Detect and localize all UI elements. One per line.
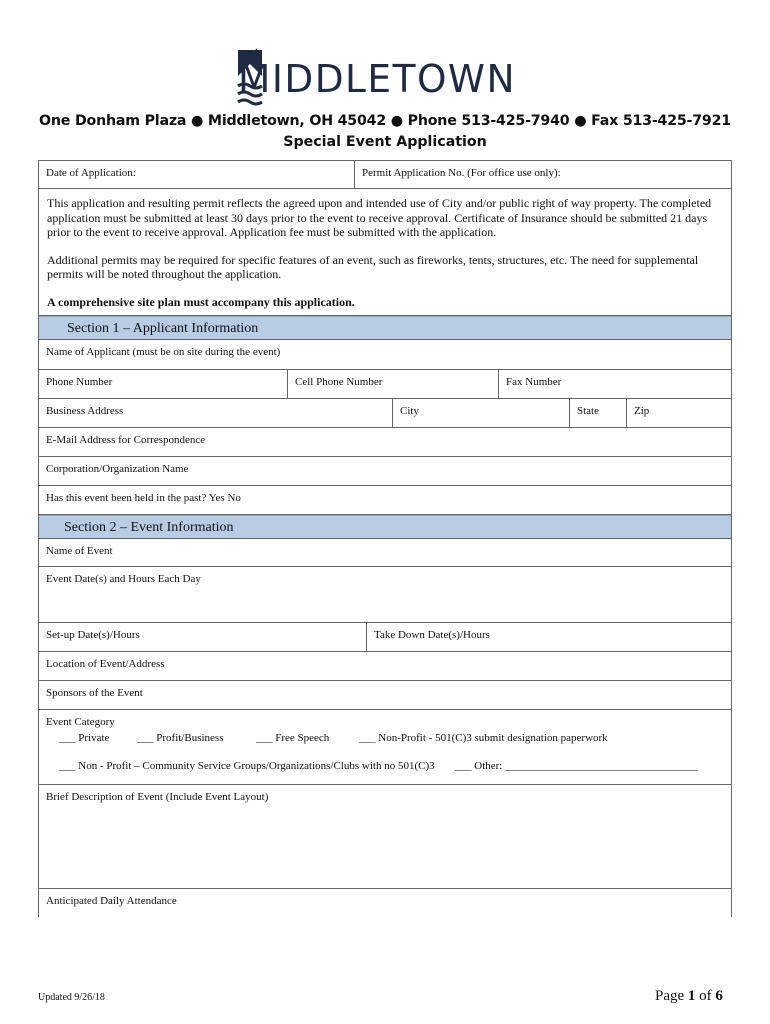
form-title: Special Event Application — [283, 134, 487, 150]
category-label: Event Category — [46, 716, 115, 728]
category-field — [39, 710, 731, 784]
intro-paragraph-3: A comprehensive site plan must accompany this application. — [47, 294, 355, 309]
description-field[interactable] — [39, 785, 731, 888]
email-label: E-Mail Address for Correspondence — [46, 434, 206, 446]
intro-text — [39, 189, 731, 316]
takedown-label: Take Down Date(s)/Hours — [374, 629, 490, 641]
description-row — [39, 785, 731, 889]
event-dates-field[interactable] — [39, 567, 731, 622]
fax-field[interactable] — [499, 370, 731, 398]
cell-phone-field[interactable] — [288, 370, 499, 398]
event-name-row — [39, 539, 731, 567]
address-row — [39, 399, 731, 428]
applicant-name-row — [39, 340, 731, 370]
address-line: One Donham Plaza ● Middletown, OH 45042 ● Phone 513-425-7940 ● Fax 513-425-7921 — [39, 113, 731, 129]
page-total: 6 — [715, 988, 723, 1004]
top-row — [39, 161, 731, 189]
city-label: City — [400, 405, 419, 417]
permit-label: Permit Application No. (For office use only): — [362, 167, 561, 179]
attendance-row — [39, 889, 731, 917]
email-field[interactable] — [39, 428, 731, 456]
page-prefix: Page — [655, 988, 688, 1004]
page-indicator — [655, 988, 723, 1005]
zip-field[interactable] — [627, 399, 731, 427]
category-row — [39, 710, 731, 785]
phone-row — [39, 370, 731, 399]
date-label: Date of Application: — [46, 167, 136, 179]
state-field[interactable] — [570, 399, 627, 427]
corporation-label: Corporation/Organization Name — [46, 463, 189, 475]
phone-label: Phone Number — [46, 376, 113, 388]
email-row — [39, 428, 731, 457]
option-community-service[interactable]: ___ Non - Profit – Community Service Groups/Organizations/Clubs with no 501(C)3 — [59, 760, 435, 772]
logo-text: MIDDLETOWN — [238, 57, 516, 101]
applicant-name-label: Name of Applicant (must be on site during the event) — [46, 346, 281, 358]
event-name-field[interactable] — [39, 539, 731, 566]
cell-phone-label: Cell Phone Number — [295, 376, 383, 388]
page-of: of — [695, 988, 716, 1004]
option-other[interactable]: ___ Other: ___________________________________ — [455, 760, 698, 772]
option-free-speech[interactable]: ___ Free Speech — [256, 732, 330, 744]
fax-label: Fax Number — [506, 376, 562, 388]
option-non-profit-501c3[interactable]: ___ Non-Profit - 501(C)3 submit designation paperwork — [359, 732, 608, 744]
updated-date: Updated 9/26/18 — [38, 992, 105, 1003]
option-private[interactable]: ___ Private — [59, 732, 110, 744]
attendance-label: Anticipated Daily Attendance — [46, 895, 177, 907]
phone-field[interactable] — [39, 370, 288, 398]
zip-label: Zip — [634, 405, 650, 417]
location-label: Location of Event/Address — [46, 658, 165, 670]
permit-number-field[interactable] — [355, 161, 731, 188]
intro-paragraph-2: Additional permits may be required for specific features of an event, such as fireworks, tents, structures, etc. The need for supplemental permits will be noted throughout the application. — [47, 252, 699, 281]
section-1-heading: Section 1 – Applicant Information — [39, 316, 731, 340]
intro-paragraph-1: This application and resulting permit reflects the agreed upon and intended use of City and/or public right of way property. The completed application must be submitted at least 30 days prior to the event to receive approval. Certificate of Insurance should be submitted 21 days prior to the event to receive approval. Application fee must be submitted with the application. — [47, 196, 712, 239]
sponsors-label: Sponsors of the Event — [46, 687, 143, 699]
location-field[interactable] — [39, 652, 731, 680]
middletown-logo — [0, 48, 770, 110]
attendance-field[interactable] — [39, 889, 731, 917]
event-dates-label: Event Date(s) and Hours Each Day — [46, 573, 201, 585]
city-field[interactable] — [393, 399, 570, 427]
option-profit-business[interactable]: ___ Profit/Business — [137, 732, 224, 744]
corporation-row — [39, 457, 731, 486]
business-address-field[interactable] — [39, 399, 393, 427]
event-dates-row — [39, 567, 731, 623]
corporation-field[interactable] — [39, 457, 731, 485]
held-before-row — [39, 486, 731, 515]
section-2-heading: Section 2 – Event Information — [39, 515, 731, 539]
business-address-label: Business Address — [46, 405, 124, 417]
applicant-name-field[interactable] — [39, 340, 731, 369]
sponsors-row — [39, 681, 731, 710]
location-row — [39, 652, 731, 681]
description-label: Brief Description of Event (Include Event Layout) — [46, 791, 269, 803]
sponsors-field[interactable] — [39, 681, 731, 709]
event-name-label: Name of Event — [46, 545, 113, 557]
date-of-application-field[interactable] — [39, 161, 355, 188]
page-number: 1 — [687, 988, 696, 1004]
held-before-field[interactable] — [39, 486, 731, 514]
application-form — [38, 160, 732, 917]
setup-label: Set-up Date(s)/Hours — [46, 629, 140, 641]
held-before-label: Has this event been held in the past? Yes No — [46, 492, 241, 504]
setup-field[interactable] — [39, 623, 367, 651]
setup-takedown-row — [39, 623, 731, 652]
takedown-field[interactable] — [367, 623, 731, 651]
state-label: State — [577, 405, 599, 417]
